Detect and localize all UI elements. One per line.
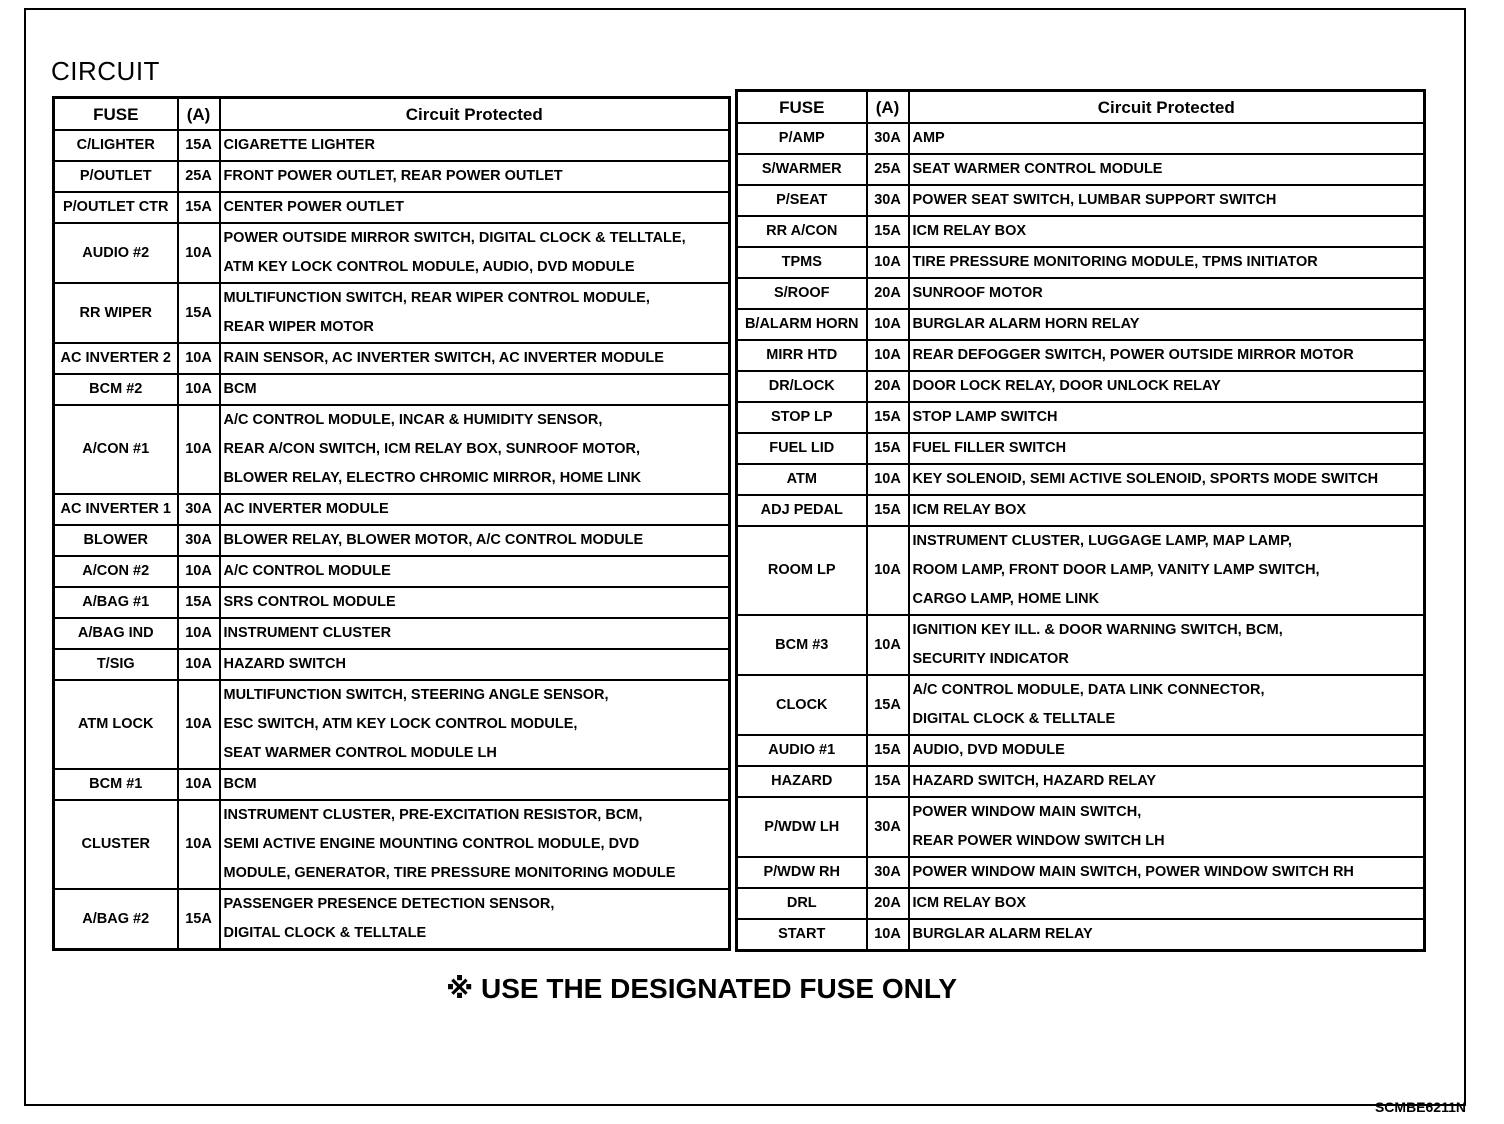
amperage-cell: 15A	[178, 192, 220, 223]
amperage-cell: 10A	[178, 618, 220, 649]
circuit-line: SECURITY INDICATOR	[912, 651, 1069, 667]
table-row	[737, 371, 1425, 402]
table-header-row	[54, 98, 730, 131]
circuit-protected-cell	[909, 216, 1425, 247]
circuit-line: AC INVERTER MODULE	[223, 501, 389, 517]
table-header-row	[737, 91, 1425, 124]
table-row	[737, 123, 1425, 154]
amperage-cell: 20A	[867, 278, 909, 309]
table-row	[737, 919, 1425, 951]
fuse-name-cell: AUDIO #2	[54, 223, 178, 283]
amp-column-header: (A)	[178, 98, 220, 131]
amperage-cell: 10A	[178, 769, 220, 800]
amperage-cell: 10A	[178, 405, 220, 494]
circuit-line: ICM RELAY BOX	[912, 502, 1027, 518]
fuse-name-cell: FUEL LID	[737, 433, 867, 464]
circuit-protected-cell	[220, 405, 730, 494]
circuit-protected-cell	[909, 154, 1425, 185]
fuse-table-left-body	[54, 130, 730, 950]
amperage-cell: 15A	[178, 130, 220, 161]
circuit-protected-cell	[220, 889, 730, 950]
circuit-line: INSTRUMENT CLUSTER, LUGGAGE LAMP, MAP LAMP,	[912, 533, 1292, 549]
fuse-name-cell: ADJ PEDAL	[737, 495, 867, 526]
amperage-cell: 15A	[178, 587, 220, 618]
circuit-line: RAIN SENSOR, AC INVERTER SWITCH, AC INVERTER MODULE	[223, 350, 664, 366]
circuit-protected-cell	[909, 888, 1425, 919]
circuit-protected-cell	[909, 123, 1425, 154]
circuit-protected-cell	[909, 309, 1425, 340]
fuse-name-cell: HAZARD	[737, 766, 867, 797]
fuse-name-cell: P/OUTLET CTR	[54, 192, 178, 223]
circuit-line: CIGARETTE LIGHTER	[223, 137, 375, 153]
table-row	[54, 161, 730, 192]
circuit-line: ICM RELAY BOX	[912, 895, 1027, 911]
circuit-line: KEY SOLENOID, SEMI ACTIVE SOLENOID, SPORTS MODE SWITCH	[912, 471, 1379, 487]
circuit-protected-cell	[909, 797, 1425, 857]
circuit-protected-cell	[220, 161, 730, 192]
circuit-column-header: Circuit Protected	[220, 98, 730, 131]
circuit-protected-cell	[220, 130, 730, 161]
circuit-line: SEMI ACTIVE ENGINE MOUNTING CONTROL MODULE, DVD	[223, 836, 640, 852]
circuit-line: INSTRUMENT CLUSTER	[223, 625, 392, 641]
circuit-protected-cell	[220, 374, 730, 405]
circuit-line: ESC SWITCH, ATM KEY LOCK CONTROL MODULE,	[223, 716, 578, 732]
designated-fuse-notice: ※ USE THE DESIGNATED FUSE ONLY	[446, 973, 958, 1004]
amperage-cell: 15A	[867, 735, 909, 766]
circuit-line: DOOR LOCK RELAY, DOOR UNLOCK RELAY	[912, 378, 1221, 394]
fuse-name-cell: AC INVERTER 1	[54, 494, 178, 525]
amperage-cell: 30A	[178, 525, 220, 556]
circuit-line: REAR A/CON SWITCH, ICM RELAY BOX, SUNROOF MOTOR,	[223, 441, 640, 457]
fuse-name-cell: RR WIPER	[54, 283, 178, 343]
circuit-protected-cell	[220, 283, 730, 343]
fuse-table-right	[735, 89, 1426, 952]
fuse-name-cell: AUDIO #1	[737, 735, 867, 766]
amperage-cell: 15A	[867, 675, 909, 735]
table-row	[737, 615, 1425, 675]
circuit-line: POWER SEAT SWITCH, LUMBAR SUPPORT SWITCH	[912, 192, 1277, 208]
fuse-name-cell: S/ROOF	[737, 278, 867, 309]
fuse-name-cell: MIRR HTD	[737, 340, 867, 371]
amperage-cell: 10A	[178, 343, 220, 374]
table-row	[737, 888, 1425, 919]
circuit-protected-cell	[220, 680, 730, 769]
amperage-cell: 15A	[178, 283, 220, 343]
table-row	[54, 587, 730, 618]
circuit-protected-cell	[220, 800, 730, 889]
circuit-protected-cell	[909, 340, 1425, 371]
amperage-cell: 30A	[178, 494, 220, 525]
amperage-cell: 15A	[867, 766, 909, 797]
circuit-protected-cell	[909, 919, 1425, 951]
circuit-line: BURGLAR ALARM RELAY	[912, 926, 1093, 942]
table-row	[737, 735, 1425, 766]
amperage-cell: 30A	[867, 797, 909, 857]
circuit-line: INSTRUMENT CLUSTER, PRE-EXCITATION RESISTOR, BCM,	[223, 807, 643, 823]
circuit-line: A/C CONTROL MODULE, INCAR & HUMIDITY SENSOR,	[223, 412, 603, 428]
circuit-line: POWER OUTSIDE MIRROR SWITCH, DIGITAL CLOCK & TELLTALE,	[223, 230, 686, 246]
amperage-cell: 20A	[867, 888, 909, 919]
circuit-line: BLOWER RELAY, BLOWER MOTOR, A/C CONTROL MODULE	[223, 532, 644, 548]
table-row	[737, 857, 1425, 888]
amperage-cell: 10A	[867, 615, 909, 675]
amperage-cell: 30A	[867, 123, 909, 154]
circuit-column-header: Circuit Protected	[909, 91, 1425, 124]
amperage-cell: 10A	[867, 919, 909, 951]
circuit-line: REAR DEFOGGER SWITCH, POWER OUTSIDE MIRROR MOTOR	[912, 347, 1354, 363]
circuit-line: TIRE PRESSURE MONITORING MODULE, TPMS INITIATOR	[912, 254, 1318, 270]
circuit-protected-cell	[909, 464, 1425, 495]
circuit-protected-cell	[909, 371, 1425, 402]
circuit-line: POWER WINDOW MAIN SWITCH, POWER WINDOW SWITCH RH	[912, 864, 1354, 880]
fuse-name-cell: ROOM LP	[737, 526, 867, 615]
fuse-table-right-body	[737, 123, 1425, 951]
table-row	[737, 675, 1425, 735]
page-title: CIRCUIT	[51, 56, 160, 86]
table-row	[737, 495, 1425, 526]
circuit-line: DIGITAL CLOCK & TELLTALE	[912, 711, 1116, 727]
circuit-line: ATM KEY LOCK CONTROL MODULE, AUDIO, DVD MODULE	[223, 259, 635, 275]
fuse-name-cell: A/BAG #1	[54, 587, 178, 618]
circuit-protected-cell	[220, 223, 730, 283]
amperage-cell: 15A	[867, 495, 909, 526]
table-row	[737, 766, 1425, 797]
circuit-line: PASSENGER PRESENCE DETECTION SENSOR,	[223, 896, 555, 912]
circuit-line: SEAT WARMER CONTROL MODULE	[912, 161, 1163, 177]
circuit-line: MODULE, GENERATOR, TIRE PRESSURE MONITORING MODULE	[223, 865, 676, 881]
amperage-cell: 30A	[867, 857, 909, 888]
fuse-name-cell: RR A/CON	[737, 216, 867, 247]
circuit-line: BCM	[223, 381, 257, 397]
fuse-name-cell: A/CON #2	[54, 556, 178, 587]
circuit-line: A/C CONTROL MODULE	[223, 563, 391, 579]
table-row	[54, 192, 730, 223]
table-row	[54, 494, 730, 525]
circuit-protected-cell	[909, 857, 1425, 888]
circuit-line: AMP	[912, 130, 945, 146]
circuit-line: DIGITAL CLOCK & TELLTALE	[223, 925, 427, 941]
amperage-cell: 30A	[867, 185, 909, 216]
table-row	[737, 247, 1425, 278]
amperage-cell: 10A	[867, 340, 909, 371]
fuse-name-cell: DR/LOCK	[737, 371, 867, 402]
amperage-cell: 15A	[867, 216, 909, 247]
circuit-protected-cell	[220, 192, 730, 223]
circuit-protected-cell	[909, 735, 1425, 766]
amperage-cell: 10A	[867, 526, 909, 615]
fuse-name-cell: BCM #2	[54, 374, 178, 405]
table-row	[54, 769, 730, 800]
circuit-protected-cell	[909, 766, 1425, 797]
fuse-table-left	[52, 96, 731, 951]
circuit-line: CARGO LAMP, HOME LINK	[912, 591, 1100, 607]
circuit-line: ROOM LAMP, FRONT DOOR LAMP, VANITY LAMP SWITCH,	[912, 562, 1320, 578]
table-row	[54, 800, 730, 889]
circuit-line: MULTIFUNCTION SWITCH, STEERING ANGLE SENSOR,	[223, 687, 609, 703]
table-row	[54, 223, 730, 283]
table-row	[737, 185, 1425, 216]
circuit-protected-cell	[909, 433, 1425, 464]
table-row	[54, 618, 730, 649]
table-row	[54, 649, 730, 680]
fuse-name-cell: AC INVERTER 2	[54, 343, 178, 374]
circuit-protected-cell	[220, 556, 730, 587]
table-row	[54, 525, 730, 556]
fuse-name-cell: CLOCK	[737, 675, 867, 735]
circuit-protected-cell	[220, 343, 730, 374]
circuit-protected-cell	[220, 525, 730, 556]
table-row	[737, 154, 1425, 185]
circuit-line: BCM	[223, 776, 257, 792]
table-row	[737, 797, 1425, 857]
table-row	[737, 278, 1425, 309]
circuit-line: MULTIFUNCTION SWITCH, REAR WIPER CONTROL MODULE,	[223, 290, 650, 306]
fuse-name-cell: B/ALARM HORN	[737, 309, 867, 340]
circuit-protected-cell	[909, 185, 1425, 216]
amperage-cell: 10A	[178, 374, 220, 405]
circuit-line: BURGLAR ALARM HORN RELAY	[912, 316, 1140, 332]
amperage-cell: 10A	[867, 464, 909, 495]
table-row	[54, 556, 730, 587]
circuit-line: POWER WINDOW MAIN SWITCH,	[912, 804, 1142, 820]
circuit-protected-cell	[220, 587, 730, 618]
circuit-protected-cell	[909, 495, 1425, 526]
fuse-name-cell: BCM #1	[54, 769, 178, 800]
fuse-name-cell: DRL	[737, 888, 867, 919]
circuit-protected-cell	[909, 526, 1425, 615]
fuse-name-cell: S/WARMER	[737, 154, 867, 185]
table-row	[54, 130, 730, 161]
amperage-cell: 10A	[178, 649, 220, 680]
fuse-name-cell: A/BAG #2	[54, 889, 178, 950]
amperage-cell: 15A	[867, 402, 909, 433]
diagram-code: SCMBE6211N	[1374, 1099, 1466, 1115]
circuit-protected-cell	[909, 615, 1425, 675]
amperage-cell: 10A	[867, 247, 909, 278]
amperage-cell: 25A	[867, 154, 909, 185]
circuit-protected-cell	[220, 769, 730, 800]
table-row	[54, 405, 730, 494]
circuit-line: BLOWER RELAY, ELECTRO CHROMIC MIRROR, HOME LINK	[223, 470, 642, 486]
fuse-name-cell: P/SEAT	[737, 185, 867, 216]
fuse-name-cell: BCM #3	[737, 615, 867, 675]
circuit-protected-cell	[220, 494, 730, 525]
fuse-name-cell: A/CON #1	[54, 405, 178, 494]
circuit-line: SUNROOF MOTOR	[912, 285, 1043, 301]
circuit-protected-cell	[909, 247, 1425, 278]
fuse-name-cell: P/WDW RH	[737, 857, 867, 888]
table-row	[737, 340, 1425, 371]
table-row	[54, 343, 730, 374]
table-row	[737, 433, 1425, 464]
amperage-cell: 10A	[867, 309, 909, 340]
fuse-name-cell: P/WDW LH	[737, 797, 867, 857]
fuse-name-cell: ATM LOCK	[54, 680, 178, 769]
circuit-line: REAR WIPER MOTOR	[223, 319, 374, 335]
circuit-line: HAZARD SWITCH, HAZARD RELAY	[912, 773, 1157, 789]
circuit-protected-cell	[220, 649, 730, 680]
amperage-cell: 10A	[178, 800, 220, 889]
circuit-line: SEAT WARMER CONTROL MODULE LH	[223, 745, 497, 761]
table-row	[737, 464, 1425, 495]
circuit-line: ICM RELAY BOX	[912, 223, 1027, 239]
circuit-line: AUDIO, DVD MODULE	[912, 742, 1065, 758]
table-row	[54, 889, 730, 950]
table-row	[737, 402, 1425, 433]
circuit-protected-cell	[909, 402, 1425, 433]
circuit-protected-cell	[909, 675, 1425, 735]
circuit-line: IGNITION KEY ILL. & DOOR WARNING SWITCH, BCM,	[912, 622, 1283, 638]
fuse-column-header: FUSE	[737, 91, 867, 124]
table-row	[54, 283, 730, 343]
fuse-name-cell: ATM	[737, 464, 867, 495]
fuse-name-cell: TPMS	[737, 247, 867, 278]
circuit-line: FUEL FILLER SWITCH	[912, 440, 1067, 456]
amperage-cell: 15A	[178, 889, 220, 950]
fuse-column-header: FUSE	[54, 98, 178, 131]
amperage-cell: 20A	[867, 371, 909, 402]
fuse-name-cell: BLOWER	[54, 525, 178, 556]
circuit-line: A/C CONTROL MODULE, DATA LINK CONNECTOR,	[912, 682, 1265, 698]
circuit-protected-cell	[909, 278, 1425, 309]
circuit-line: FRONT POWER OUTLET, REAR POWER OUTLET	[223, 168, 563, 184]
table-row	[737, 309, 1425, 340]
circuit-line: CENTER POWER OUTLET	[223, 199, 404, 215]
amperage-cell: 15A	[867, 433, 909, 464]
amp-column-header: (A)	[867, 91, 909, 124]
table-row	[737, 216, 1425, 247]
fuse-name-cell: P/AMP	[737, 123, 867, 154]
fuse-name-cell: CLUSTER	[54, 800, 178, 889]
table-row	[737, 526, 1425, 615]
fuse-name-cell: START	[737, 919, 867, 951]
circuit-line: HAZARD SWITCH	[223, 656, 346, 672]
circuit-protected-cell	[220, 618, 730, 649]
circuit-line: SRS CONTROL MODULE	[223, 594, 396, 610]
amperage-cell: 10A	[178, 556, 220, 587]
fuse-name-cell: P/OUTLET	[54, 161, 178, 192]
circuit-line: STOP LAMP SWITCH	[912, 409, 1058, 425]
table-row	[54, 680, 730, 769]
fuse-name-cell: T/SIG	[54, 649, 178, 680]
fuse-name-cell: A/BAG IND	[54, 618, 178, 649]
amperage-cell: 10A	[178, 223, 220, 283]
table-row	[54, 374, 730, 405]
fuse-name-cell: STOP LP	[737, 402, 867, 433]
fuse-name-cell: C/LIGHTER	[54, 130, 178, 161]
amperage-cell: 10A	[178, 680, 220, 769]
circuit-line: REAR POWER WINDOW SWITCH LH	[912, 833, 1165, 849]
amperage-cell: 25A	[178, 161, 220, 192]
